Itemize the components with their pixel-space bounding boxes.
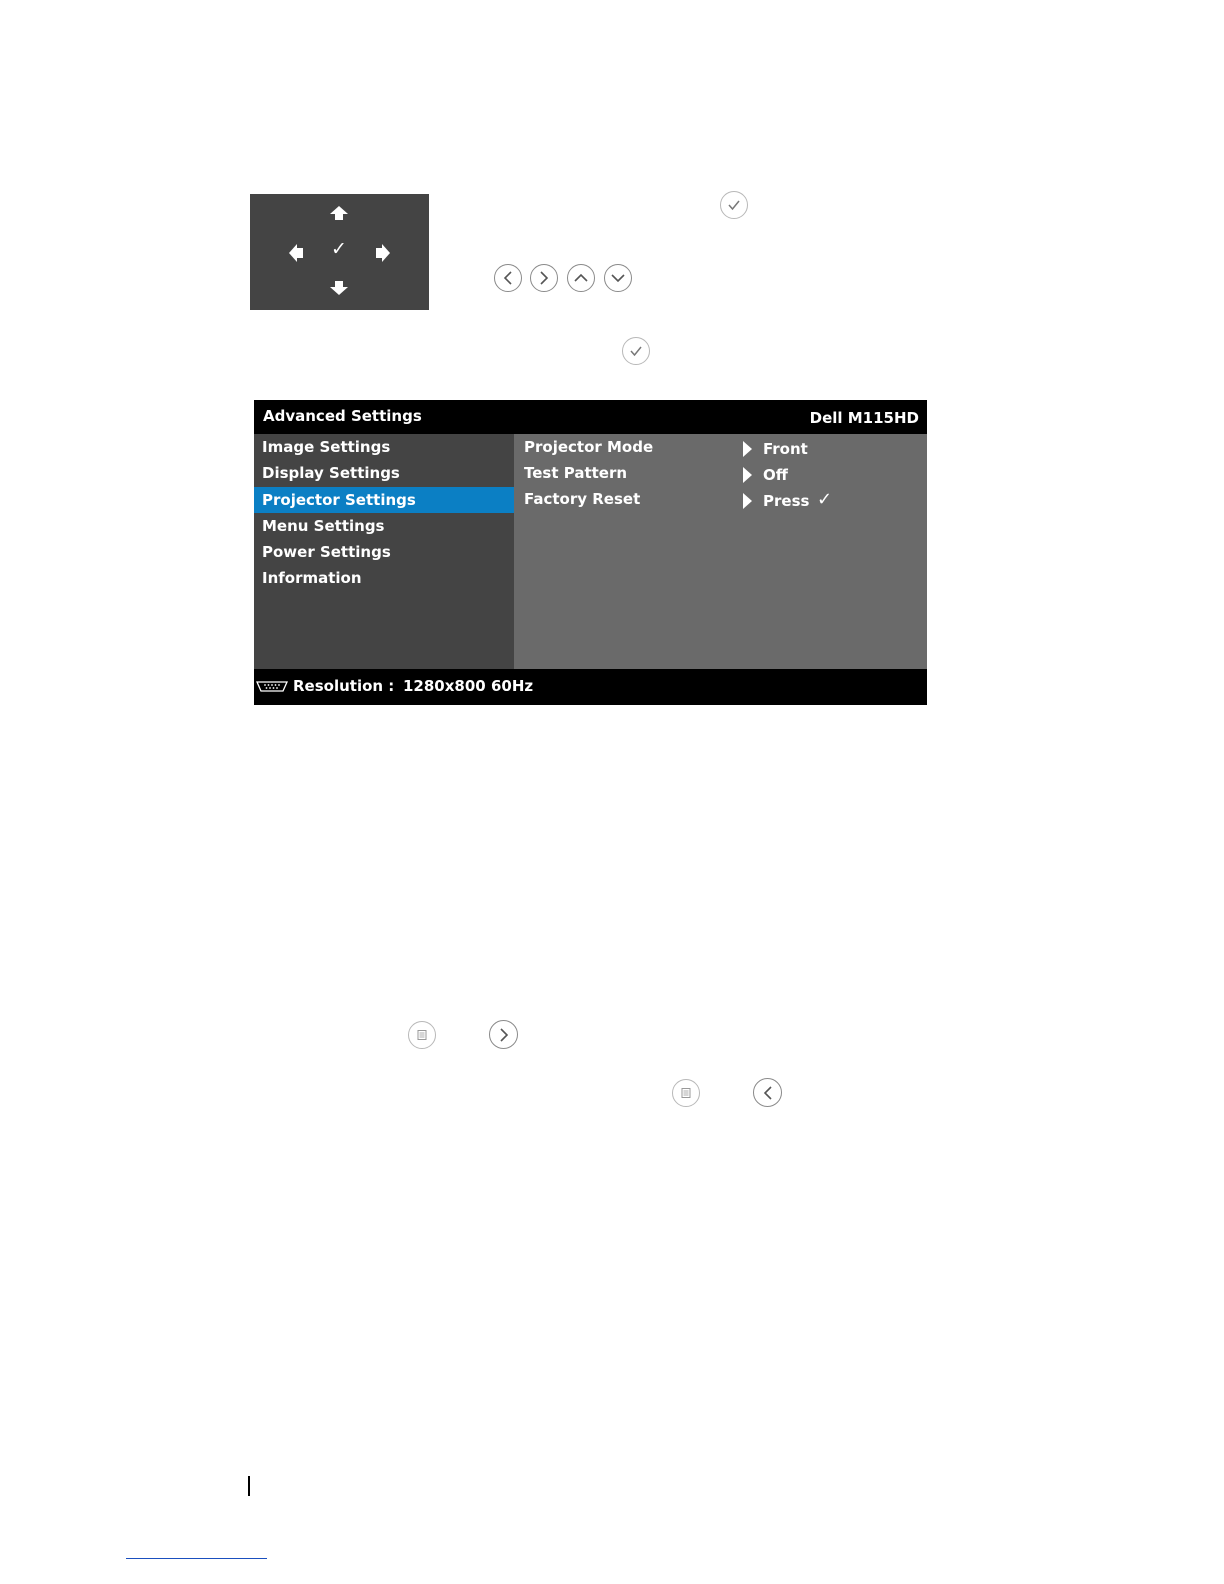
osd-options-panel [514, 434, 927, 669]
menu-button-icon-2[interactable] [672, 1079, 700, 1107]
left-arrow-stem [297, 248, 303, 258]
option-label-projector-mode[interactable]: Projector Mode [524, 438, 654, 456]
left-button-icon[interactable] [494, 264, 522, 292]
menu-item-information[interactable]: Information [262, 569, 362, 587]
menu-button-icon[interactable] [408, 1021, 436, 1049]
check-icon[interactable]: ✓ [817, 489, 833, 510]
page-margin-rule [248, 1476, 250, 1496]
enter-button-icon-2[interactable] [622, 337, 650, 365]
triangle-right-icon [743, 441, 752, 457]
down-arrow-stem [335, 281, 343, 287]
enter-button-icon[interactable] [720, 191, 748, 219]
right-button-icon-2[interactable] [489, 1020, 518, 1049]
down-arrow-icon [611, 272, 625, 284]
up-arrow-stem [335, 214, 343, 220]
check-icon [727, 199, 741, 211]
check-icon[interactable]: ✓ [331, 238, 347, 260]
right-arrow-icon[interactable] [382, 244, 390, 262]
osd-footer [254, 669, 927, 705]
right-button-icon[interactable] [530, 264, 558, 292]
up-button-icon[interactable] [567, 264, 595, 292]
up-arrow-icon[interactable] [330, 206, 348, 214]
option-label-factory-reset[interactable]: Factory Reset [524, 490, 641, 508]
down-arrow-icon[interactable] [330, 287, 348, 295]
right-arrow-icon [498, 1028, 510, 1042]
osd-title: Advanced Settings [263, 407, 422, 425]
osd-menu-list [254, 434, 514, 669]
osd-advanced-settings [254, 400, 927, 705]
right-arrow-stem [376, 248, 382, 258]
left-arrow-icon [502, 271, 514, 285]
osd-model-name: Dell M115HD [809, 409, 919, 427]
option-value-test-pattern[interactable]: Off [763, 466, 788, 484]
resolution-label: Resolution : [293, 677, 395, 695]
menu-icon [680, 1087, 692, 1099]
osd-header [254, 400, 927, 434]
vga-connector-icon [256, 679, 288, 693]
left-button-icon-2[interactable] [753, 1078, 782, 1107]
left-arrow-icon [762, 1086, 774, 1100]
check-icon [629, 345, 643, 357]
menu-item-image-settings[interactable]: Image Settings [262, 438, 391, 456]
menu-item-projector-settings[interactable]: Projector Settings [254, 487, 514, 513]
down-button-icon[interactable] [604, 264, 632, 292]
menu-icon [416, 1029, 428, 1041]
menu-item-menu-settings[interactable]: Menu Settings [262, 517, 385, 535]
resolution-value: 1280x800 60Hz [403, 677, 534, 695]
footer-link-underline [126, 1558, 267, 1559]
menu-item-display-settings[interactable]: Display Settings [262, 464, 400, 482]
option-value-projector-mode[interactable]: Front [763, 440, 808, 458]
option-value-factory-reset[interactable]: Press [763, 492, 810, 510]
menu-item-power-settings[interactable]: Power Settings [262, 543, 391, 561]
navigation-pad [250, 194, 429, 310]
triangle-right-icon [743, 467, 752, 483]
triangle-right-icon [743, 493, 752, 509]
option-label-test-pattern[interactable]: Test Pattern [524, 464, 628, 482]
up-arrow-icon [574, 272, 588, 284]
right-arrow-icon [538, 271, 550, 285]
left-arrow-icon[interactable] [289, 244, 297, 262]
